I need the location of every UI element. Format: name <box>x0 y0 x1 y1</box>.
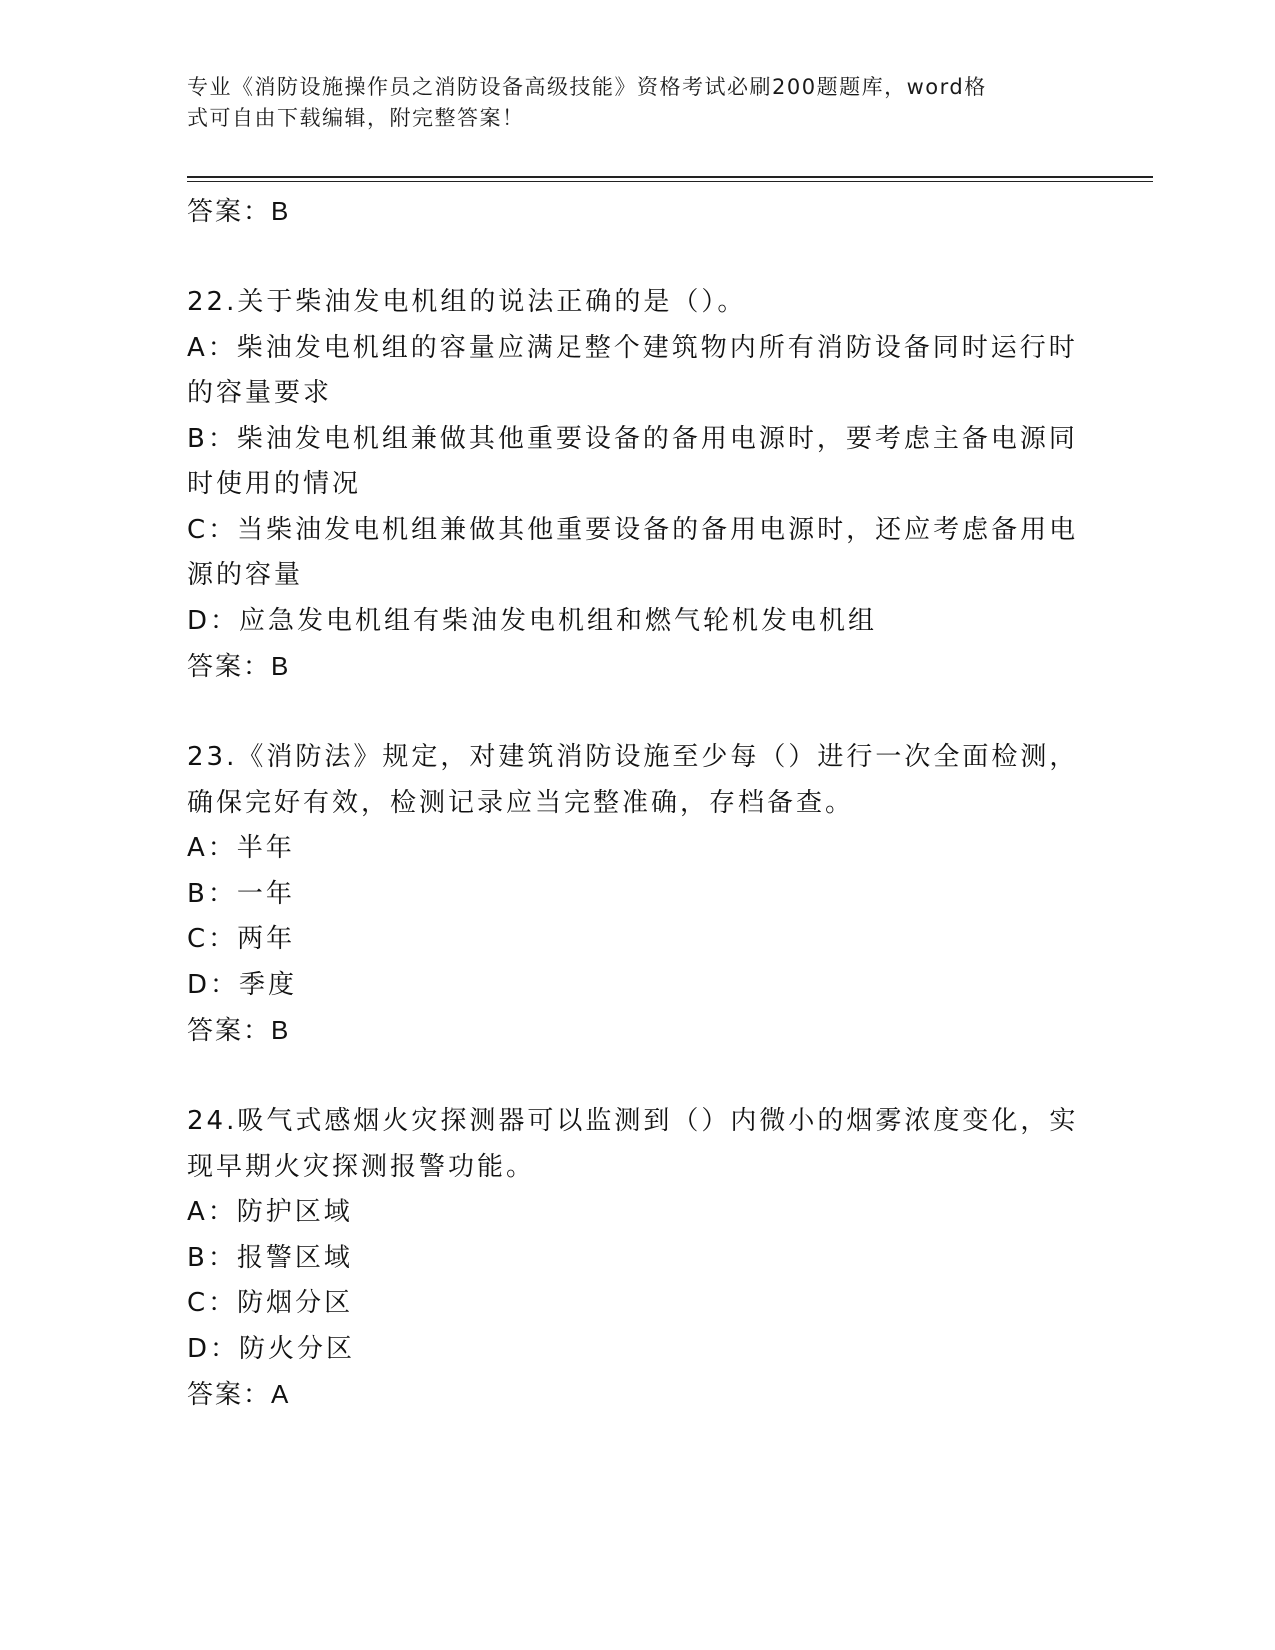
answer: 答案：B <box>187 651 291 681</box>
question-stem-cont: 现早期火灾探测报警功能。 <box>187 1151 536 1182</box>
spacer <box>187 1054 1087 1100</box>
question-stem: 24.吸气式感烟火灾探测器可以监测到（）内微小的烟雾浓度变化，实 <box>187 1106 1079 1136</box>
question-list <box>187 189 1087 1418</box>
option-d: D：季度 <box>187 969 298 1000</box>
option-d <box>187 599 1087 645</box>
option-text-cont: 时使用的情况 <box>187 469 362 499</box>
option-a <box>187 326 1087 417</box>
option-c: C：两年 <box>187 924 296 954</box>
question-stem: 22.关于柴油发电机组的说法正确的是（）。 <box>187 287 747 317</box>
option-b: B：一年 <box>187 878 295 909</box>
option-b <box>187 417 1087 508</box>
option-text: A：柴油发电机组的容量应满足整个建筑物内所有消防设备同时运行时 <box>187 332 1078 363</box>
header-line-2: 式可自由下载编辑，附完整答案！ <box>187 106 525 130</box>
header-line-1: 专业《消防设施操作员之消防设备高级技能》资格考试必刷200题题库，word格 <box>187 75 987 99</box>
option-c <box>187 508 1087 599</box>
previous-answer: 答案：B <box>187 196 291 226</box>
question-24 <box>187 1099 1087 1418</box>
document-header <box>187 72 1067 134</box>
option-text-cont: 源的容量 <box>187 560 304 590</box>
answer: 答案：B <box>187 1015 291 1045</box>
answer: 答案：A <box>187 1379 291 1409</box>
header-divider-thick <box>187 176 1153 178</box>
question-23 <box>187 735 1087 1054</box>
spacer <box>187 235 1087 281</box>
spacer <box>187 690 1087 736</box>
header-divider-thin <box>187 181 1153 182</box>
option-text: C：当柴油发电机组兼做其他重要设备的备用电源时，还应考虑备用电 <box>187 514 1079 545</box>
option-b: B：报警区域 <box>187 1242 353 1273</box>
option-text: D：应急发电机组有柴油发电机组和燃气轮机发电机组 <box>187 605 878 636</box>
option-a: A：半年 <box>187 833 295 863</box>
option-a: A：防护区域 <box>187 1197 353 1227</box>
option-text-cont: 的容量要求 <box>187 378 333 408</box>
option-c: C：防烟分区 <box>187 1288 354 1318</box>
question-stem: 23.《消防法》规定，对建筑消防设施至少每（）进行一次全面检测， <box>187 742 1079 772</box>
option-text: B：柴油发电机组兼做其他重要设备的备用电源时，要考虑主备电源同 <box>187 423 1078 454</box>
question-stem-cont: 确保完好有效，检测记录应当完整准确，存档备查。 <box>187 787 855 818</box>
question-22 <box>187 280 1087 690</box>
option-d: D：防火分区 <box>187 1333 356 1364</box>
